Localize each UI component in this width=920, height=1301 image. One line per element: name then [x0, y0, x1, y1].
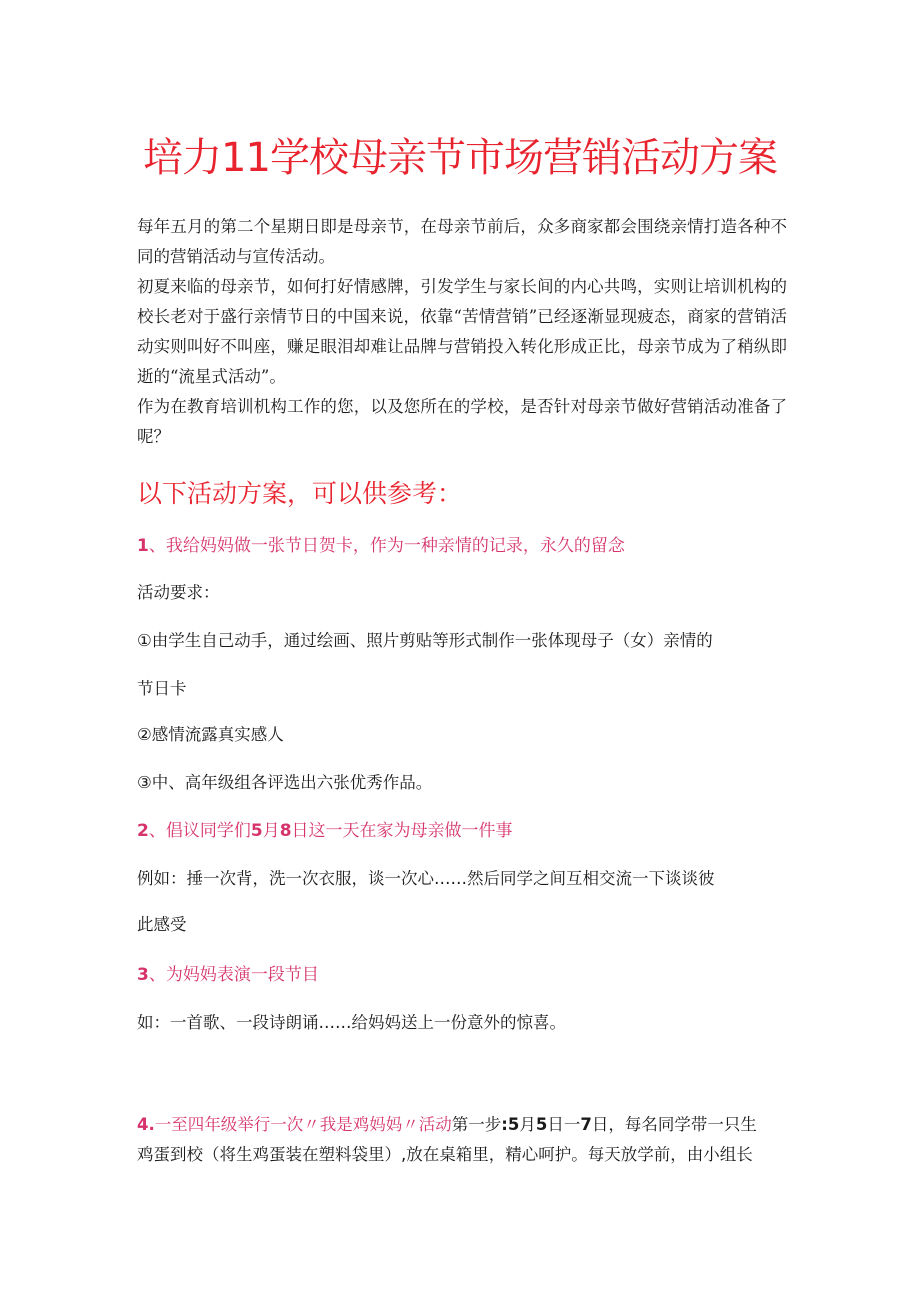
section-2-heading: [137, 818, 787, 844]
section-1-heading: [137, 533, 787, 559]
intro-paragraph: 每年五月的第二个星期日即是母亲节，在母亲节前后，众多商家都会围绕亲情打造各种不同的营销活动与宣传活动。: [137, 217, 787, 266]
section-date-day: 8: [279, 821, 292, 841]
requirement-item-3: ③中、高年级组各评选出六张优秀作品。: [137, 773, 433, 792]
requirement-item-1: ①由学生自己动手，通过绘画、照片剪贴等形式制作一张体现母子（女）亲情的: [137, 631, 713, 650]
section-title: 、我给妈妈做一张节日贺卡，作为一种亲情的记录，永久的留念: [148, 536, 625, 556]
section-number: 4.: [137, 1115, 155, 1134]
section-title-part: 月: [262, 821, 280, 841]
intro-paragraph: 初夏来临的母亲节，如何打好情感牌，引发学生与家长间的内心共鸣，实则让培训机构的校长老对于盛行亲情节日的中国来说，依靠“苦情营销”已经逐渐显现疲态，商家的营销活动实则叫好不叫座，赚足眼泪却难让品牌与营销投入转化形成正比，母亲节成为了稍纵即逝的“流星式活动”。: [137, 277, 787, 386]
section-title-part: 、倡议同学们: [148, 821, 251, 841]
month-char: 月: [519, 1115, 536, 1134]
section-title: 、为妈妈表演一段节目: [148, 965, 319, 985]
plans-heading: 以下活动方案，可以供参考：: [137, 479, 463, 508]
section-title: 一至四年级举行一次〃我是鸡妈妈〃活动: [154, 1115, 452, 1134]
section-4-line-1: [137, 1110, 787, 1140]
date-start-day: 5: [535, 1115, 548, 1134]
intro-section: [137, 212, 787, 452]
day-range: 日一: [547, 1115, 581, 1134]
intro-paragraph: 作为在教育培训机构工作的您，以及您所在的学校，是否针对母亲节做好营销活动准备了呢？: [137, 397, 787, 446]
section-number: 1: [137, 536, 149, 556]
section-3-example: 如：一首歌、一段诗朗诵……给妈妈送上一份意外的惊喜。: [137, 1013, 566, 1032]
requirement-item-1-cont: 节日卡: [137, 679, 187, 698]
date-month: 5: [507, 1115, 520, 1134]
section-3-heading: [137, 962, 787, 988]
section-4-body: 日，每名同学带一只生: [591, 1115, 757, 1134]
section-4-line-2: 鸡蛋到校（将生鸡蛋装在塑料袋里）,放在桌箱里，精心呵护。每天放学前，由小组长: [137, 1145, 753, 1164]
section-2-example-cont: 此感受: [137, 915, 187, 934]
section-title-part: 日这一天在家为母亲做一件事: [291, 821, 513, 841]
section-number: 3: [137, 965, 149, 985]
section-number: 2: [137, 821, 149, 841]
section-date-month: 5: [250, 821, 263, 841]
requirement-item-2: ②感情流露真实感人: [137, 725, 284, 744]
date-end-day: 7: [580, 1115, 592, 1134]
step-colon: :: [501, 1115, 508, 1134]
section-4: [137, 1110, 787, 1170]
step-label: 第一步: [451, 1115, 502, 1134]
section-2-example: 例如：捶一次背，洗一次衣服，谈一次心……然后同学之间互相交流一下谈谈彼: [137, 869, 715, 888]
requirement-label: 活动要求：: [137, 583, 220, 602]
document-title: 培力11学校母亲节市场营销活动方案: [143, 135, 777, 181]
